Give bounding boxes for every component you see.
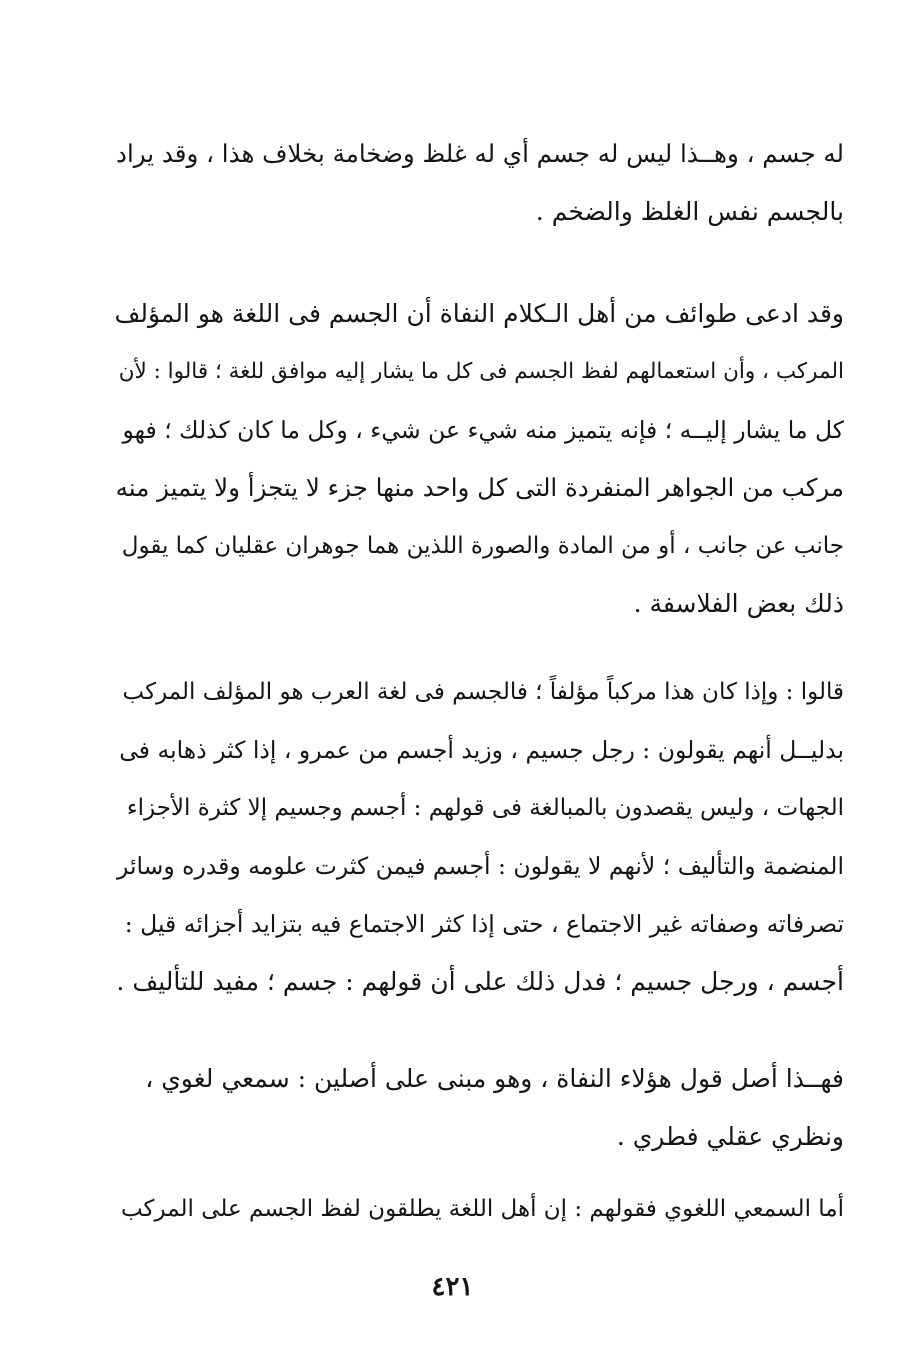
paragraph-5 <box>112 1180 844 1238</box>
paragraph-4 <box>112 1050 844 1166</box>
text-line: المنضمة والتأليف ؛ لأنهم لا يقولون : أجسم فيمن كثرت علومه وقدره وسائر <box>116 852 844 880</box>
paragraph-1 <box>112 125 844 241</box>
text-line: أجسم ، ورجل جسيم ؛ فدل ذلك على أن قولهم : جسم ؛ مفيد للتأليف . <box>116 967 844 996</box>
text-line: بدليــل أنهم يقولون : رجل جسيم ، وزيد أجسم من عمرو ، إذا كثر ذهابه فى <box>119 736 844 764</box>
text-line: فهــذا أصل قول هؤلاء النفاة ، وهو مبنى على أصلين : سمعي لغوي ، <box>145 1064 844 1093</box>
text-line: له جسم ، وهــذا ليس له جسم أي له غلظ وضخامة بخلاف هذا ، وقد يراد <box>116 139 844 168</box>
text-line: جانب عن جانب ، أو من المادة والصورة اللذين هما جوهران عقليان كما يقول <box>121 533 844 559</box>
text-line: قالوا : وإذا كان هذا مركباً مؤلفاً ؛ فالجسم فى لغة العرب هو المؤلف المركب <box>122 679 844 705</box>
text-line: تصرفاته وصفاته غير الاجتماع ، حتى إذا كثر الاجتماع فيه بتزايد أجزائه قيل : <box>124 910 844 938</box>
text-line: أما السمعي اللغوي فقولهم : إن أهل اللغة يطلقون لفظ الجسم على المركب <box>120 1196 844 1222</box>
text-line: مركب من الجواهر المنفردة التى كل واحد منها جزء لا يتجزأ ولا يتميز منه <box>115 473 844 502</box>
text-line: ونظري عقلي فطري . <box>616 1122 844 1151</box>
paragraph-3 <box>112 663 844 1011</box>
text-line: كل ما يشار إليــه ؛ فإنه يتميز منه شيء عن شيء ، وكل ما كان كذلك ؛ فهو <box>122 416 844 444</box>
text-line: المركب ، وأن استعمالهم لفظ الجسم فى كل ما يشار إليه موافق للغة ؛ قالوا : لأن <box>118 359 844 384</box>
paragraph-2 <box>112 285 844 633</box>
text-line: الجهات ، وليس يقصدون بالمبالغة فى قولهم : أجسم وجسيم إلا كثرة الأجزاء <box>126 795 844 821</box>
text-line: وقد ادعى طوائف من أهل الـكلام النفاة أن الجسم فى اللغة هو المؤلف <box>114 299 844 328</box>
text-line: ذلك بعض الفلاسفة . <box>633 589 844 618</box>
page-number: ٤٢١ <box>431 1272 474 1302</box>
text-line: بالجسم نفس الغلظ والضخم . <box>535 197 844 226</box>
